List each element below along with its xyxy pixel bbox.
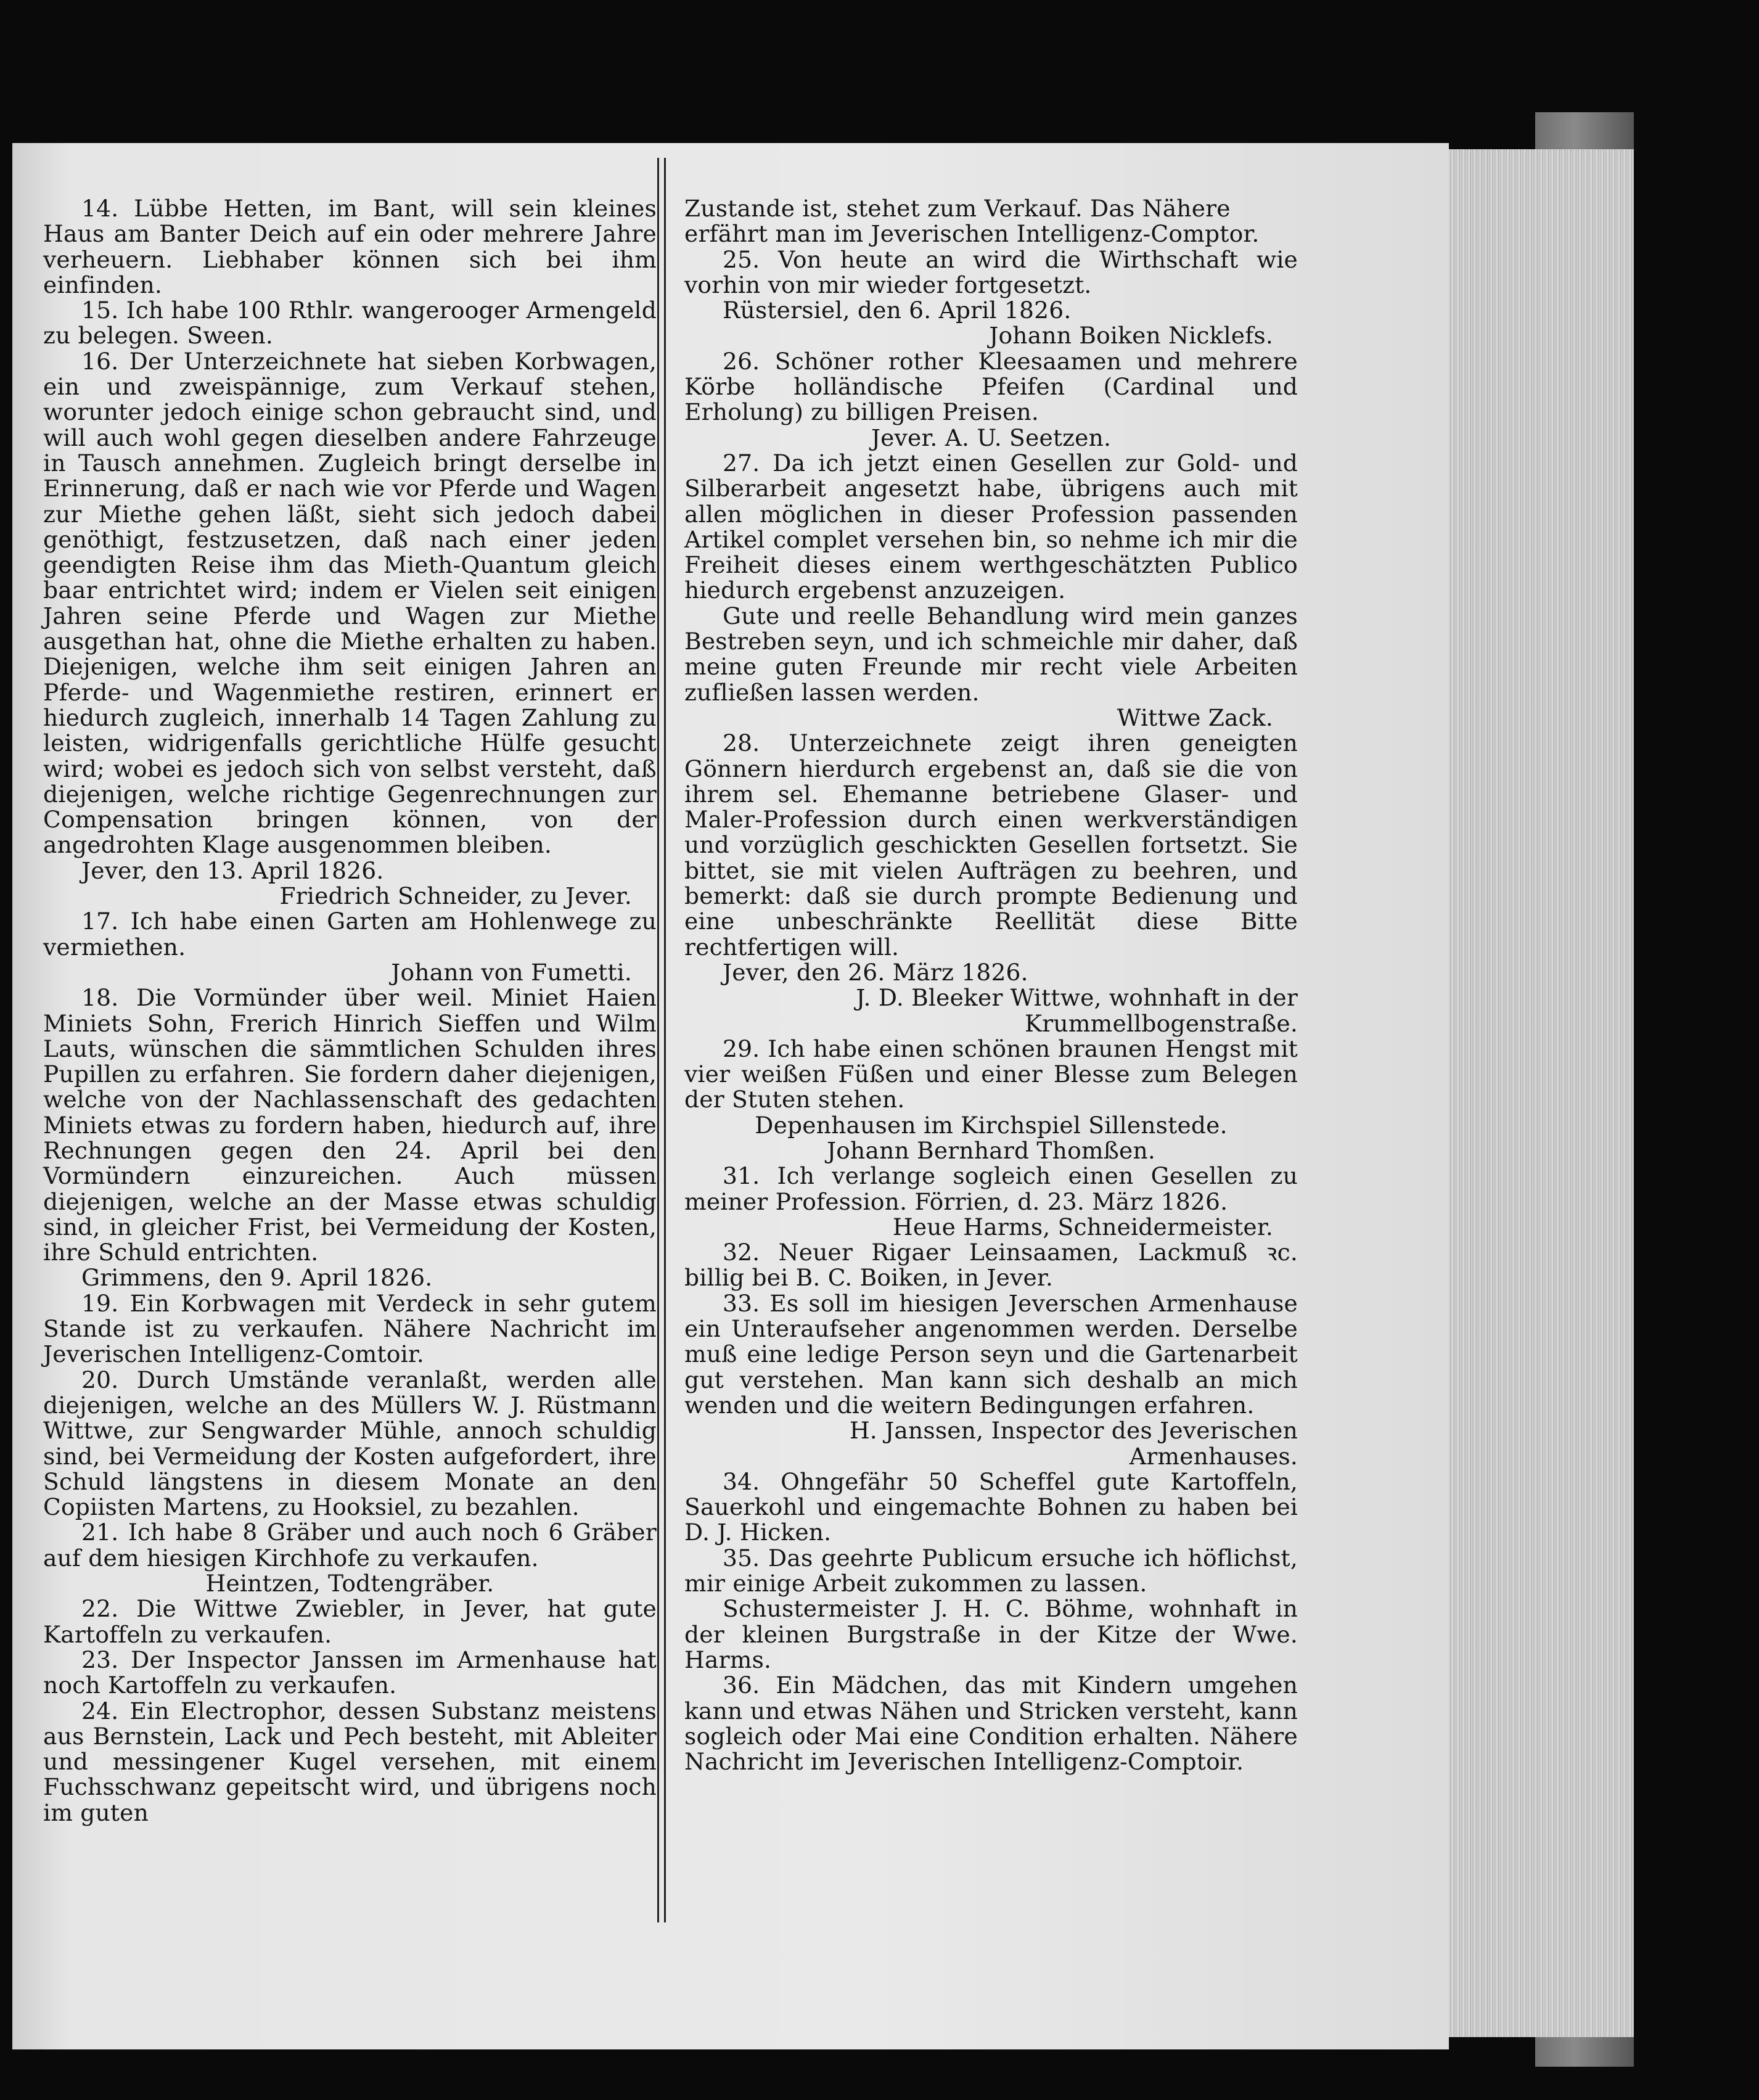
notice-16: 16. Der Unterzeichnete hat sieben Korbwagen, ein und zweispännige, zum Verkauf stehen, worunter jedoch einige schon gebraucht sind, und will auch wohl gegen dieselben andere Fahrzeuge in Tausch annehmen. Zugleich bringt derselbe in Erinnerung, daß er nach wie vor Pferde und Wagen zur Miethe gehen läßt, sieht sich jedoch dabei genöthigt, festzusetzen, daß nach einer jeden geendigten Reise ihm das Mieth-Quantum gleich baar entrichtet wird; indem er Vielen seit einigen Jahren seine Pferde und Wagen zur Miethe ausgethan hat, ohne die Miethe erhalten zu haben. Diejenigen, welche ihm seit einigen Jahren an Pferde- und Wagenmiethe restiren, erinnert er hiedurch zugleich, innerhalb 14 Tagen Zahlung zu leisten, widrigenfalls gerichtliche Hülfe gesucht wird; wobei es jedoch sich von selbst versteht, daß diejenigen, welche richtige Gegenrechnungen zur Compensation bringen können, von der angedrohten Klage ausgenommen bleiben. <box>43 347 657 859</box>
notice-31-signature: Heue Harms, Schneidermeister. <box>892 1213 1273 1241</box>
notice-35: 35. Das geehrte Publicum ersuche ich höflichst, mir einige Arbeit zukommen zu lassen. <box>684 1544 1298 1598</box>
notice-17-signature: Johann von Fumetti. <box>391 958 632 986</box>
notice-15: 15. Ich habe 100 Rthlr. wangerooger Armengeld zu belegen. Sween. <box>43 297 657 350</box>
notice-34: 34. Ohngefähr 50 Scheffel gute Kartoffeln, Sauerkohl und eingemachte Bohnen zu haben bei D. J. Hicken. <box>684 1467 1298 1546</box>
notice-17: 17. Ich habe einen Garten am Hohlenwege zu vermiethen. <box>43 908 657 961</box>
notice-28-date: Jever, den 26. März 1826. <box>723 958 1028 986</box>
notice-29-place: Depenhausen im Kirchspiel Sillenstede. <box>755 1111 1228 1139</box>
notice-16-signature: Friedrich Schneider, zu Jever. <box>279 882 632 910</box>
notice-33-signature: H. Janssen, Inspector des Jeverischen Armenhauses. <box>849 1417 1298 1470</box>
column-divider-rule <box>657 158 666 1922</box>
notice-27-signature: Wittwe Zack. <box>1117 703 1273 731</box>
notice-35-signature: Schustermeister J. H. C. Böhme, wohnhaft in der kleinen Burgstraße in der Kitze der Wwe. Harms. <box>684 1595 1298 1673</box>
notice-22: 22. Die Wittwe Zwiebler, in Jever, hat gute Kartoffeln zu verkaufen. <box>43 1595 657 1648</box>
notice-21: 21. Ich habe 8 Gräber und auch noch 6 Gräber auf dem hiesigen Kirchhofe zu verkaufen. <box>43 1519 657 1572</box>
page-block-edges <box>1449 149 1634 2037</box>
notice-23: 23. Der Inspector Janssen im Armenhause hat noch Kartoffeln zu verkaufen. <box>43 1646 657 1699</box>
notice-29: 29. Ich habe einen schönen braunen Hengst mit vier weißen Füßen und einer Blesse zum Belegen der Stuten stehen. <box>684 1035 1298 1114</box>
notice-29-signature: Johann Bernhard Thomßen. <box>826 1136 1156 1164</box>
notice-24: 24. Ein Electrophor, dessen Substanz meistens aus Bernstein, Lack und Pech besteht, mit Ableiter und messingener Kugel versehen, mit einem Fuchsschwanz gepeitscht wird, und übrigens noch im guten <box>43 1697 657 1826</box>
notice-21-signature: Heintzen, Todtengräber. <box>205 1570 494 1598</box>
notice-25: 25. Von heute an wird die Wirthschaft wie vorhin von mir wieder fortgesetzt. <box>684 245 1298 298</box>
notice-25-signature: Johann Boiken Nicklefs. <box>989 322 1273 350</box>
notice-24-continued: Zustande ist, stehet zum Verkauf. Das Nähere erfährt man im Jeverischen Intelligenz-Comptor. <box>684 195 1260 248</box>
notice-19: 19. Ein Korbwagen mit Verdeck in sehr gutem Stande ist zu verkaufen. Nähere Nachricht im Jeverischen Intelligenz-Comtoir. <box>43 1289 657 1368</box>
notice-27-continued: Gute und reelle Behandlung wird mein ganzes Bestreben seyn, und ich schmeichle mir daher, daß meine guten Freunde mir recht viele Arbeiten zufließen lassen werden. <box>684 602 1298 706</box>
notice-28-signature: J. D. Bleeker Wittwe, wohnhaft in der Krummellbogenstraße. <box>856 984 1298 1037</box>
notice-16-date: Jever, den 13. April 1826. <box>81 856 384 884</box>
notice-28: 28. Unterzeichnete zeigt ihren geneigten Gönnern hierdurch ergebenst an, daß sie die von ihrem sel. Ehemanne betriebene Glaser- und Maler-Profession durch einen werkverständigen und vorzüglich geschickten Gesellen fortsetzt. Sie bittet, sie mit vielen Aufträgen zu beehren, und bemerkt: daß sie durch prompte Bedienung und eine unbeschränkte Reellität diese Bitte rechtfertigen will. <box>684 729 1298 961</box>
left-column <box>43 196 657 1826</box>
notice-27: 27. Da ich jetzt einen Gesellen zur Gold- und Silberarbeit angesetzt habe, übrigens auch mit allen möglichen in dieser Profession passenden Artikel complet versehen bin, so nehme ich mir die Freiheit dieses einem werthgeschätzten Publico hiedurch ergebenst anzuzeigen. <box>684 449 1298 604</box>
notice-26: 26. Schöner rother Kleesaamen und mehrere Körbe holländische Pfeifen (Cardinal und Erholung) zu billigen Preisen. <box>684 347 1298 426</box>
notice-26-signature: Jever. A. U. Seetzen. <box>871 424 1112 451</box>
notice-18-date: Grimmens, den 9. April 1826. <box>81 1264 433 1292</box>
notice-20: 20. Durch Umstände veranlaßt, werden alle diejenigen, welche an des Müllers W. J. Rüstmann Wittwe, zur Sengwarder Mühle, annoch schuldig sind, bei Vermeidung der Kosten aufgefordert, ihre Schuld längstens in diesem Monate an den Copiisten Martens, zu Hooksiel, zu bezahlen. <box>43 1366 657 1521</box>
notice-32: 32. Neuer Rigaer Leinsaamen, Lackmuß ꝛc. billig bei B. C. Boiken, in Jever. <box>684 1239 1298 1292</box>
notice-14: 14. Lübbe Hetten, im Bant, will sein kleines Haus am Banter Deich auf ein oder mehrere Jahre verheuern. Liebhaber können sich bei ihm einfinden. <box>43 195 657 298</box>
notice-36: 36. Ein Mädchen, das mit Kindern umgehen kann und etwas Nähen und Stricken versteht, kann sogleich oder Mai eine Condition erhalten. Nähere Nachricht im Jeverischen Intelligenz-Comptoir. <box>684 1671 1298 1776</box>
notice-25-date: Rüstersiel, den 6. April 1826. <box>723 297 1072 324</box>
notice-31: 31. Ich verlange sogleich einen Gesellen zu meiner Profession. Förrien, d. 23. März 1826. <box>684 1162 1298 1215</box>
notice-18: 18. Die Vormünder über weil. Miniet Haien Miniets Sohn, Frerich Hinrich Sieffen und Wilm Lauts, wünschen die sämmtlichen Schulden ihres Pupillen zu erfahren. Sie fordern daher diejenigen, welche von der Nachlassenschaft des gedachten Miniets etwas zu fordern haben, hiedurch auf, ihre Rechnungen gegen den 24. April bei den Vormündern einzureichen. Auch müssen diejenigen, welche an der Masse etwas schuldig sind, in gleicher Frist, bei Vermeidung der Kosten, ihre Schuld entrichten. <box>43 984 657 1266</box>
notice-33: 33. Es soll im hiesigen Jeverschen Armenhause ein Unteraufseher angenommen werden. Derselbe muß eine ledige Person seyn und die Gartenarbeit gut verstehen. Man kann sich deshalb an mich wenden und die weitern Bedingungen erfahren. <box>684 1289 1298 1419</box>
right-column <box>684 196 1298 1774</box>
